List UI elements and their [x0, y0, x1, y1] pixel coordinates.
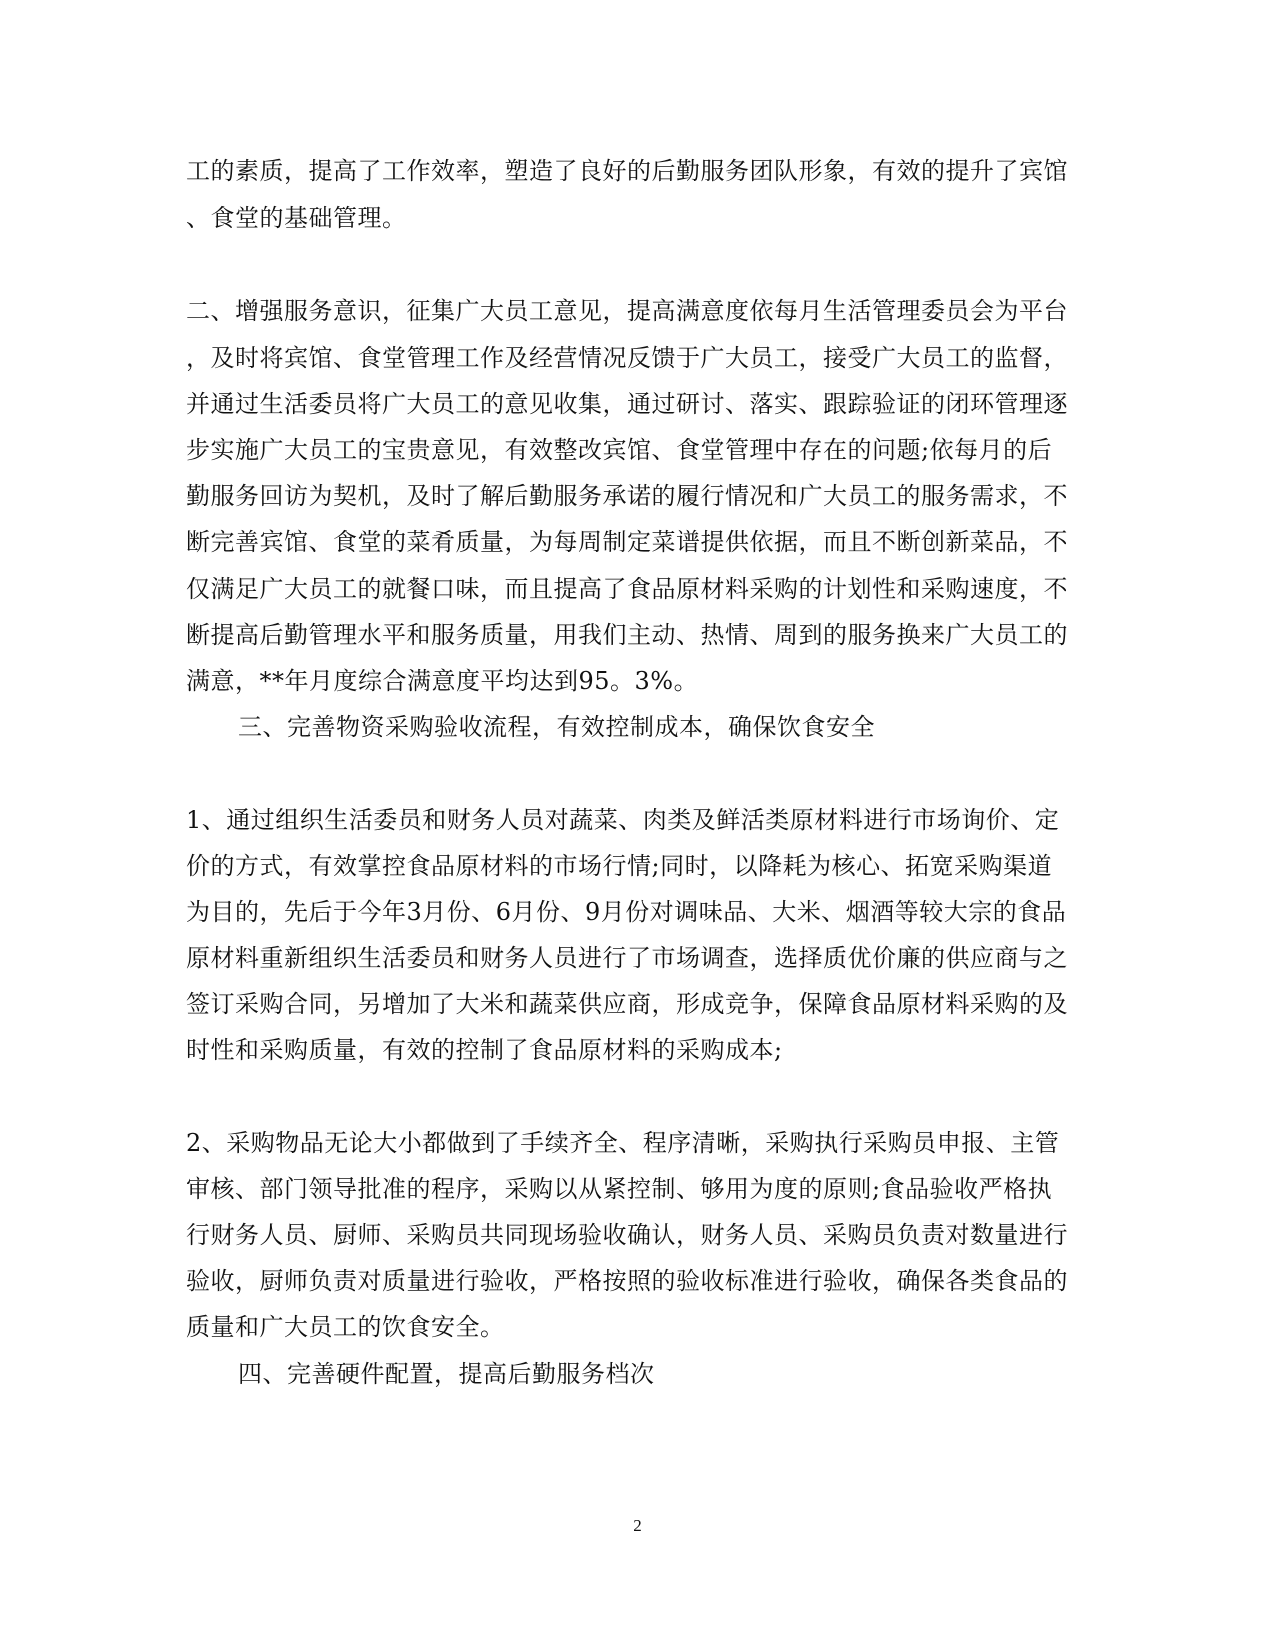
text-line: 、食堂的基础管理。 — [186, 204, 407, 232]
text-line: 并通过生活委员将广大员工的意见收集，通过研讨、落实、跟踪验证的闭环管理逐 — [186, 390, 1068, 418]
text-line: 1、通过组织生活委员和财务人员对蔬菜、肉类及鲜活类原材料进行市场询价、定 — [186, 806, 1060, 834]
text-line: 行财务人员、厨师、采购员共同现场验收确认，财务人员、采购员负责对数量进行 — [186, 1221, 1068, 1249]
text-line: 为目的，先后于今年3月份、6月份、9月份对调味品、大米、烟酒等较大宗的食品 — [186, 898, 1067, 926]
text-line: 断完善宾馆、食堂的菜肴质量，为每周制定菜谱提供依据，而且不断创新菜品，不 — [186, 528, 1068, 556]
text-line: 验收，厨师负责对质量进行验收，严格按照的验收标准进行验收，确保各类食品的 — [186, 1267, 1068, 1295]
text-line: 原材料重新组织生活委员和财务人员进行了市场调查，选择质优价廉的供应商与之 — [186, 944, 1068, 972]
text-line: ，及时将宾馆、食堂管理工作及经营情况反馈于广大员工，接受广大员工的监督， — [186, 344, 1068, 372]
section-heading: 三、完善物资采购验收流程，有效控制成本，确保饮食安全 — [238, 713, 875, 741]
text-line: 勤服务回访为契机，及时了解后勤服务承诺的履行情况和广大员工的服务需求，不 — [186, 482, 1068, 510]
text-line: 价的方式，有效掌控食品原材料的市场行情;同时，以降耗为核心、拓宽采购渠道 — [186, 852, 1053, 880]
text-line: 二、增强服务意识，征集广大员工意见，提高满意度依每月生活管理委员会为平台 — [186, 297, 1068, 325]
text-line: 审核、部门领导批准的程序，采购以从紧控制、够用为度的原则;食品验收严格执 — [186, 1175, 1053, 1203]
text-line: 仅满足广大员工的就餐口味，而且提高了食品原材料采购的计划性和采购速度，不 — [186, 575, 1068, 603]
text-line: 签订采购合同，另增加了大米和蔬菜供应商，形成竞争，保障食品原材料采购的及 — [186, 990, 1068, 1018]
text-line: 步实施广大员工的宝贵意见，有效整改宾馆、食堂管理中存在的问题;依每月的后 — [186, 436, 1053, 464]
text-line: 时性和采购质量，有效的控制了食品原材料的采购成本; — [186, 1036, 783, 1064]
text-line: 质量和广大员工的饮食安全。 — [186, 1313, 505, 1341]
text-line: 满意，**年月度综合满意度平均达到95。3%。 — [186, 667, 699, 695]
section-heading: 四、完善硬件配置，提高后勤服务档次 — [238, 1360, 655, 1388]
text-line: 2、采购物品无论大小都做到了手续齐全、程序清晰，采购执行采购员申报、主管 — [186, 1129, 1060, 1157]
page-number: 2 — [633, 1516, 642, 1535]
text-line: 工的素质，提高了工作效率，塑造了良好的后勤服务团队形象，有效的提升了宾馆 — [186, 157, 1068, 185]
text-line: 断提高后勤管理水平和服务质量，用我们主动、热情、周到的服务换来广大员工的 — [186, 621, 1068, 649]
